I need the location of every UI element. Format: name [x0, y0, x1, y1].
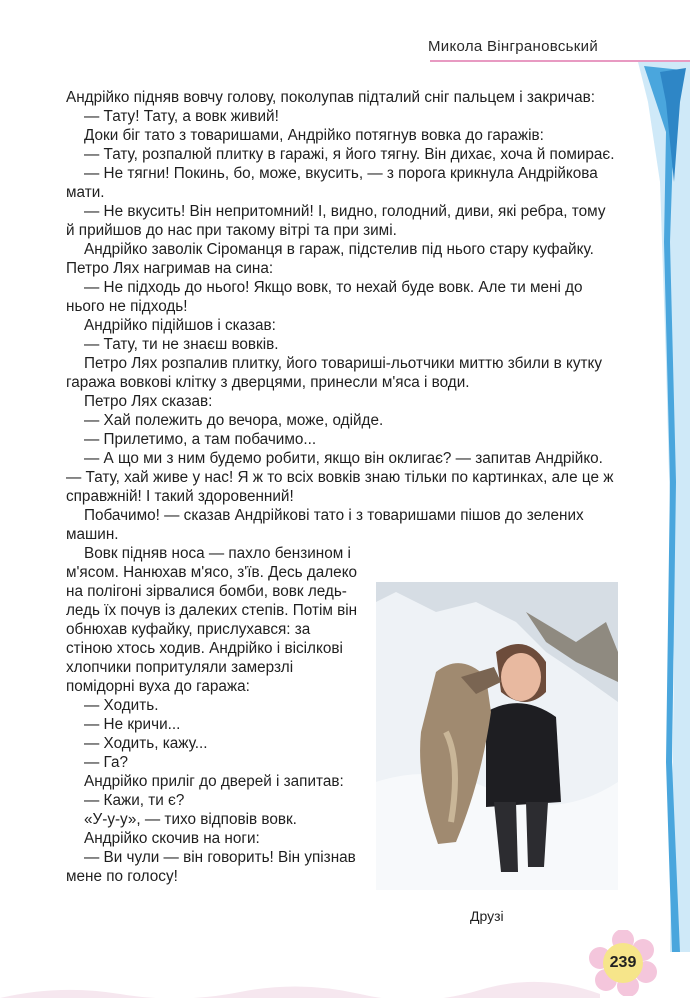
paragraph: — Не вкусить! Він непритомний! І, видно, голодний, диви, які ребра, тому й прийшов до нас при такому вітрі та при зимі.	[66, 203, 606, 239]
footer-decoration-icon	[0, 976, 690, 998]
paragraph: Петро Лях розпалив плитку, його товариші-льотчики миттю збили в кутку гаража вовкові клітку з дверцями, принесли м'яса і води.	[66, 355, 603, 391]
paragraph: Доки біг тато з товаришами, Андрійко потягнув вовка до гаражів:	[84, 127, 544, 144]
paragraph: Андрійко скочив на ноги:	[84, 830, 260, 847]
paragraph: Андрійко підняв вовчу голову, поколупав підталий сніг пальцем і закричав:	[66, 89, 595, 106]
paragraph: — Га?	[84, 754, 128, 771]
paragraph: — Ходить.	[84, 697, 159, 714]
photo-woman-with-wolf	[376, 582, 618, 890]
paragraph: Андрійко підійшов і сказав:	[84, 317, 276, 334]
photo-caption: Друзі	[470, 908, 504, 924]
paragraph: Андрійко заволік Сіроманця в гараж, підстелив під нього стару куфайку. Петро Лях нагримав на сина:	[66, 241, 594, 277]
paragraph: — Тату! Тату, а вовк живий!	[84, 108, 279, 125]
paragraph: Петро Лях сказав:	[84, 393, 213, 410]
paragraph: — Хай полежить до вечора, може, одійде.	[84, 412, 384, 429]
paragraph: — Кажи, ти є?	[84, 792, 185, 809]
paragraph: — Тату, розпалюй плитку в гаражі, я його тягну. Він дихає, хоча й помирає.	[84, 146, 615, 163]
paragraph: — А що ми з ним будемо робити, якщо він оклигає? — запитав Андрійко. — Тату, хай живе у нас! Я ж то всіх вовків знаю тільки по картинках, але це ж справжній! І такий здоровенний!	[66, 450, 614, 505]
paragraph: — Прилетимо, а там побачимо...	[84, 431, 317, 448]
paragraph: — Ви чули — він говорить! Він упізнав мене по голосу!	[66, 849, 356, 885]
paragraph: — Не кричи...	[84, 716, 181, 733]
paragraph: «У-у-у», — тихо відповів вовк.	[84, 811, 297, 828]
paragraph: Андрійко приліг до дверей і запитав:	[84, 773, 344, 790]
paragraph: Вовк підняв носа — пахло бензином і м'ясом. Нанюхав м'ясо, з'їв. Десь далеко на полігоні зірвалися бомби, вовк ледь-ледь їх почув із далеких степів. Потім він обнюхав куфайку, прислухався: за стіною хтось ходив. Андрійко і вісілкові хлопчики попритуляли замерзлі помідорні вуха до гаража:	[66, 545, 358, 695]
paragraph: — Тату, ти не знаєш вовків.	[84, 336, 279, 353]
page-number: 239	[609, 954, 637, 971]
wrapped-text-column	[66, 544, 358, 886]
decorative-ribbon-icon	[630, 62, 690, 952]
paragraph: — Не підходь до нього! Якщо вовк, то нехай буде вовк. Але ти мені до нього не підходь!	[66, 279, 583, 315]
paragraph: — Ходить, кажу...	[84, 735, 208, 752]
wolf-photo-illustration-icon	[376, 582, 618, 890]
paragraph: Побачимо! — сказав Андрійкові тато і з товаришами пішов до зелених машин.	[66, 507, 584, 543]
paragraph: — Не тягни! Покинь, бо, може, вкусить, — з порога крикнула Андрійкова мати.	[66, 165, 598, 201]
header-author: Микола Вінграновський	[428, 38, 599, 55]
